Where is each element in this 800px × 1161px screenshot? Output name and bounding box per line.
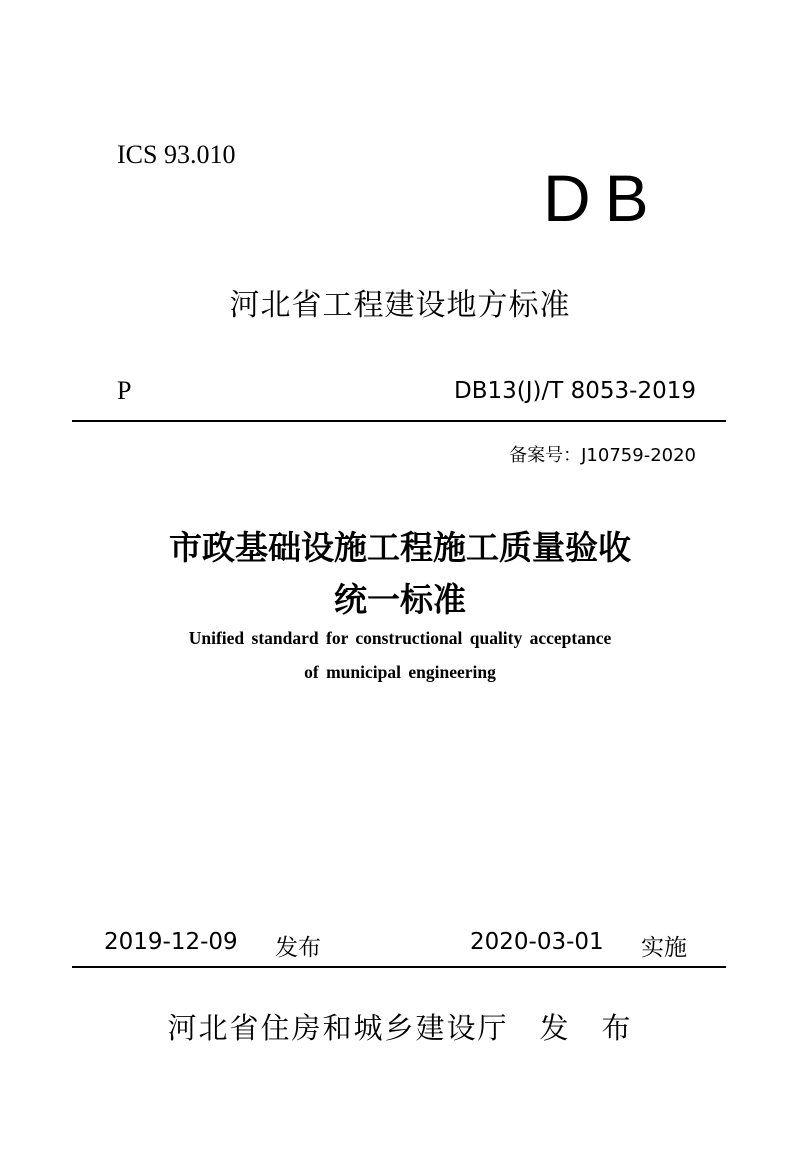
classification-code: P — [117, 376, 132, 405]
issue-label: 发布 — [275, 935, 321, 961]
db-logo: DB — [543, 161, 663, 235]
implementation-date: 2020-03-01 — [470, 929, 604, 955]
title-cn-line-1: 市政基础设施工程施工质量验收 — [169, 528, 631, 567]
filing-number: 备案号：J10759-2020 — [509, 445, 696, 466]
issue-date: 2019-12-09 — [104, 929, 238, 955]
standard-number: DB13(J)/T 8053-2019 — [454, 378, 696, 404]
title-en-line-1: Unified standard for constructional quality acceptance — [188, 628, 612, 648]
title-en-line-2: of municipal engineering — [304, 662, 496, 682]
top-divider — [72, 420, 726, 422]
publisher: 河北省住房和城乡建设厅 发 布 — [167, 1011, 633, 1045]
implementation-label: 实施 — [641, 935, 687, 961]
bottom-divider — [72, 966, 726, 968]
series-title: 河北省工程建设地方标准 — [229, 288, 571, 323]
ics-code: ICS 93.010 — [117, 140, 236, 169]
title-cn-line-2: 统一标准 — [334, 580, 466, 619]
